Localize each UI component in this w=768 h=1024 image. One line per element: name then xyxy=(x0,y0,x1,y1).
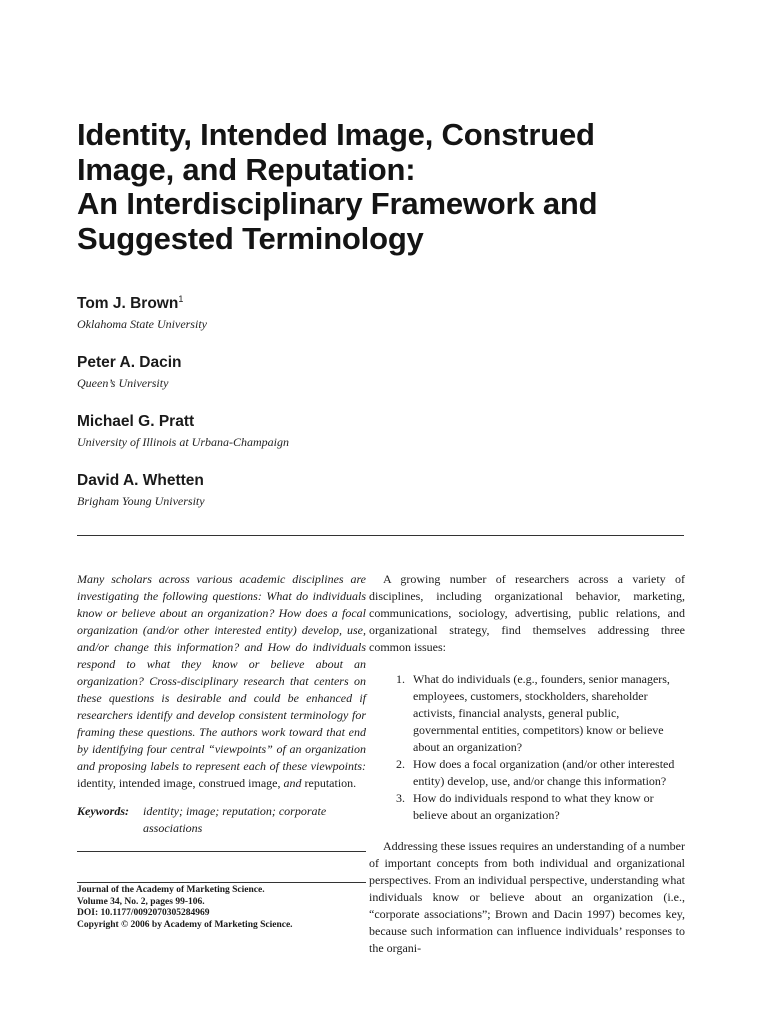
keywords xyxy=(77,803,366,837)
footnote-marker: 1 xyxy=(178,294,184,304)
list-number: 1. xyxy=(396,672,405,686)
author-block xyxy=(77,354,477,391)
abstract-divider xyxy=(77,851,366,852)
author-name-text: Tom J. Brown xyxy=(77,295,179,313)
author-name: David A. Whetten xyxy=(77,472,204,490)
author-list xyxy=(77,290,477,531)
issues-list xyxy=(369,671,685,824)
footer-divider xyxy=(77,882,366,883)
title-line: Identity, Intended Image, Construed xyxy=(77,117,595,152)
abstract xyxy=(77,571,366,792)
list-text: What do individuals (e.g., founders, senior managers, employees, customers, stockholders, shareholder activists, financial analysts, general public, governmental entities, competitors) know or believe about an organization? xyxy=(413,672,670,754)
author-affiliation: University of Illinois at Urbana-Champaign xyxy=(77,435,289,450)
list-item xyxy=(396,790,685,824)
footer-line: DOI: 10.1177/0092070305284969 xyxy=(77,908,210,918)
author-affiliation: Brigham Young University xyxy=(77,494,205,509)
footer-line: Journal of the Academy of Marketing Science. xyxy=(77,885,265,895)
author-name: Michael G. Pratt xyxy=(77,413,195,431)
intro-paragraph: A growing number of researchers across a variety of disciplines, including organizational behavior, marketing, communications, sociology, advertising, public relations, and organizational strategy, find themselves addressing three common issues: xyxy=(369,572,685,654)
journal-footer xyxy=(77,885,377,931)
author-name: Peter A. Dacin xyxy=(77,354,182,372)
list-item xyxy=(396,756,685,790)
title-line: An Interdisciplinary Framework and xyxy=(77,186,598,221)
author-block xyxy=(77,413,477,450)
footer-line: Volume 34, No. 2, pages 99-106. xyxy=(77,896,205,907)
footer-line: Copyright © 2006 by Academy of Marketing Science. xyxy=(77,919,293,930)
title-line: Image, and Reputation: xyxy=(77,151,416,187)
list-number: 3. xyxy=(396,791,405,805)
article-title xyxy=(77,118,717,256)
abstract-roman-end: reputation. xyxy=(301,776,357,790)
author-affiliation: Queen’s University xyxy=(77,376,169,391)
author-block xyxy=(77,290,477,332)
abstract-italic: Many scholars across various academic disciplines are investigating the following questions: What do individuals know or believe about an organization? How does a focal organization (and/or other interested entity) develop, use, and/or change this information? and How do individuals respond to what they know or believe about an organization? Cross-disciplinary research that centers on these questions is desirable and could be enhanced if researchers identify and develop consistent terminology for framing these questions. The authors work toward that end by identifying four central “viewpoints” of an organization and proposing labels to represent each of these viewpoints: xyxy=(77,572,366,773)
author-affiliation: Oklahoma State University xyxy=(77,317,207,332)
abstract-and: and xyxy=(283,776,302,790)
list-item xyxy=(396,671,685,756)
author-block xyxy=(77,472,477,509)
abstract-roman: identity, intended image, construed image, xyxy=(77,776,284,790)
list-text: How do individuals respond to what they know or believe about an organization? xyxy=(413,791,654,822)
keywords-label: Keywords: xyxy=(77,804,129,818)
list-text: How does a focal organization (and/or other interested entity) develop, use, and/or change this information? xyxy=(413,757,675,788)
body-paragraph: Addressing these issues requires an understanding of a number of important concepts from both individual and organizational perspectives. From an individual perspective, understanding what individuals know or believe about an organization (i.e., “corporate associations”; Brown and Dacin 1997) becomes key, because such information can influence individuals’ responses to the organi- xyxy=(369,839,685,955)
keywords-text: identity; image; reputation; corporate associations xyxy=(143,804,327,835)
author-name xyxy=(77,290,477,313)
title-line: Suggested Terminology xyxy=(77,220,424,256)
header-divider xyxy=(77,535,684,536)
body-column xyxy=(369,571,685,957)
list-number: 2. xyxy=(396,757,405,771)
